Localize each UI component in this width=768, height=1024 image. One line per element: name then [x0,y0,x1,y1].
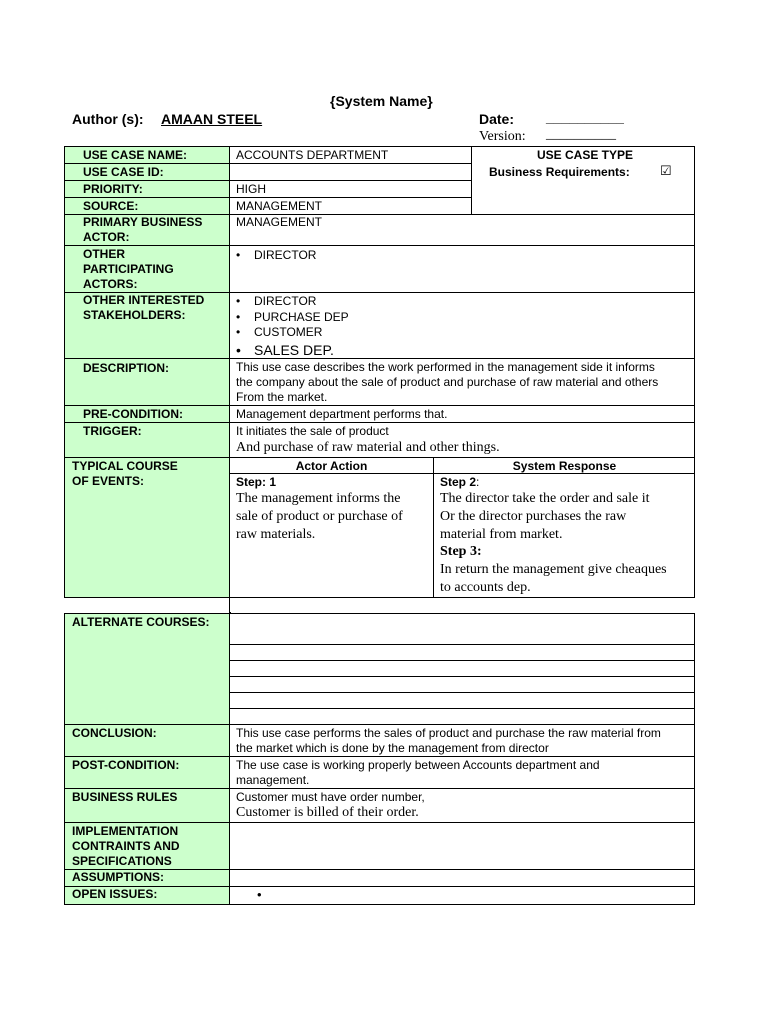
step1-text [236,490,403,544]
step2-colon: : [476,475,480,489]
lower-label-divider [229,613,230,905]
step2-line: Or the director purchases the raw [440,509,627,524]
alt-line [229,708,695,709]
step2-line: material from market. [440,527,563,542]
author-label: Author (s): [72,111,144,127]
list-item: • DIRECTOR [232,294,349,310]
system-name: {System Name} [330,93,433,109]
row-line [64,358,695,359]
row-line [64,180,472,181]
business-rules-label: BUSINESS RULES [72,790,178,804]
use-case-name-value: ACCOUNTS DEPARTMENT [236,148,389,162]
stakeholders-label-line2: STAKEHOLDERS: [83,308,186,322]
implementation-label [72,824,180,869]
use-case-type-title: USE CASE TYPE [537,148,634,162]
post-condition-line: The use case is working properly between Accounts department and [236,758,600,772]
list-item: • CUSTOMER [232,325,349,341]
post-condition-line: management. [236,773,310,787]
typical-course-label-line1: TYPICAL COURSE [72,459,178,473]
step3-line: to accounts dep. [440,580,531,595]
step3-text [440,561,667,597]
description-line: This use case describes the work performed in the management side it informs [236,360,655,374]
post-condition-value [236,758,600,788]
trigger-line2: And purchase of raw material and other things. [236,440,500,455]
step1-line: sale of product or purchase of [236,509,403,524]
typical-course-label [72,459,178,489]
typical-course-label-line2: OF EVENTS: [72,474,145,488]
version-value: __________ [546,127,616,142]
row-line [64,886,695,887]
events-tail-line [229,597,230,613]
row-line [64,405,695,406]
stakeholders-label [83,293,204,323]
primary-actor-label-line1: PRIMARY BUSINESS [83,215,203,229]
priority-label: PRIORITY: [83,182,143,196]
step2-heading [440,475,479,490]
step1-label: Step: 1 [236,475,277,489]
step3-line: In return the management give cheaques [440,562,667,577]
other-actors-label-line3: ACTORS: [83,277,138,291]
implementation-label-line: IMPLEMENTATION [72,824,179,838]
date-value: __________ [546,109,624,125]
description-line: From the market. [236,390,328,404]
stakeholders-label-line1: OTHER INTERESTED [83,293,205,307]
post-condition-label: POST-CONDITION: [72,758,180,772]
events-column-divider [433,457,434,598]
other-actors-label-line2: PARTICIPATING [83,262,174,276]
description-value [236,360,658,405]
implementation-label-line: SPECIFICATIONS [72,854,172,868]
other-actors-list [232,248,316,264]
alternate-courses-label: ALTERNATE COURSES: [72,615,210,629]
source-value: MANAGEMENT [236,199,323,213]
primary-actor-label-line2: ACTOR: [83,230,130,244]
alt-line [229,660,695,661]
source-label: SOURCE: [83,199,139,213]
use-case-name-label: USE CASE NAME: [83,148,188,162]
row-line [64,756,695,757]
step1-line: The management informs the [236,491,401,506]
row-line [64,245,695,246]
list-item: • SALES DEP. [232,341,349,359]
trigger-label: TRIGGER: [83,424,142,438]
use-case-id-label: USE CASE ID: [83,165,164,179]
row-line [64,457,695,458]
row-line [64,163,472,164]
conclusion-line: This use case performs the sales of product and purchase the raw material from [236,726,661,740]
conclusion-line: the market which is done by the management from director [236,741,549,755]
business-requirements-checkbox[interactable]: ☑ [660,163,672,178]
list-item: • DIRECTOR [232,248,316,264]
author-value: AMAAN STEEL [161,111,263,127]
row-line [64,422,695,423]
step2-text [440,490,650,544]
description-label: DESCRIPTION: [83,361,170,375]
system-response-header: System Response [512,459,617,473]
step2-line: The director take the order and sale it [440,491,650,506]
date-label: Date: [479,111,515,127]
alt-line [229,676,695,677]
stakeholders-list [232,294,349,359]
other-actors-label [83,247,174,292]
conclusion-value [236,726,661,756]
row-line [64,197,472,198]
open-issues-label: OPEN ISSUES: [72,887,158,901]
business-rules-line1: Customer must have order number, [236,790,425,804]
actor-action-header: Actor Action [295,459,368,473]
pre-condition-value: Management department performs that. [236,407,448,421]
conclusion-label: CONCLUSION: [72,726,157,740]
business-requirements-label: Business Requirements: [489,165,630,179]
description-line: the company about the sale of product and purchase of raw material and others [236,375,659,389]
primary-actor-label [83,215,202,245]
priority-value: HIGH [236,182,266,196]
row-line [64,822,695,823]
primary-actor-value: MANAGEMENT [236,215,323,229]
pre-condition-label: PRE-CONDITION: [83,407,183,421]
version-label: Version: [479,129,526,144]
other-actors-label-line1: OTHER [83,247,125,261]
step1-line: raw materials. [236,527,316,542]
row-line [64,724,695,725]
trigger-line1: It initiates the sale of product [236,424,389,438]
step3-label: Step 3: [440,544,482,559]
alt-line [229,692,695,693]
row-line [64,788,695,789]
implementation-label-line: CONTRAINTS AND [72,839,180,853]
list-item: • PURCHASE DEP [232,310,349,326]
open-issues-bullet: • [257,887,262,902]
alt-line [229,644,695,645]
business-rules-line2: Customer is billed of their order. [236,805,419,820]
step2-label: Step 2 [440,475,477,489]
assumptions-label: ASSUMPTIONS: [72,870,165,884]
